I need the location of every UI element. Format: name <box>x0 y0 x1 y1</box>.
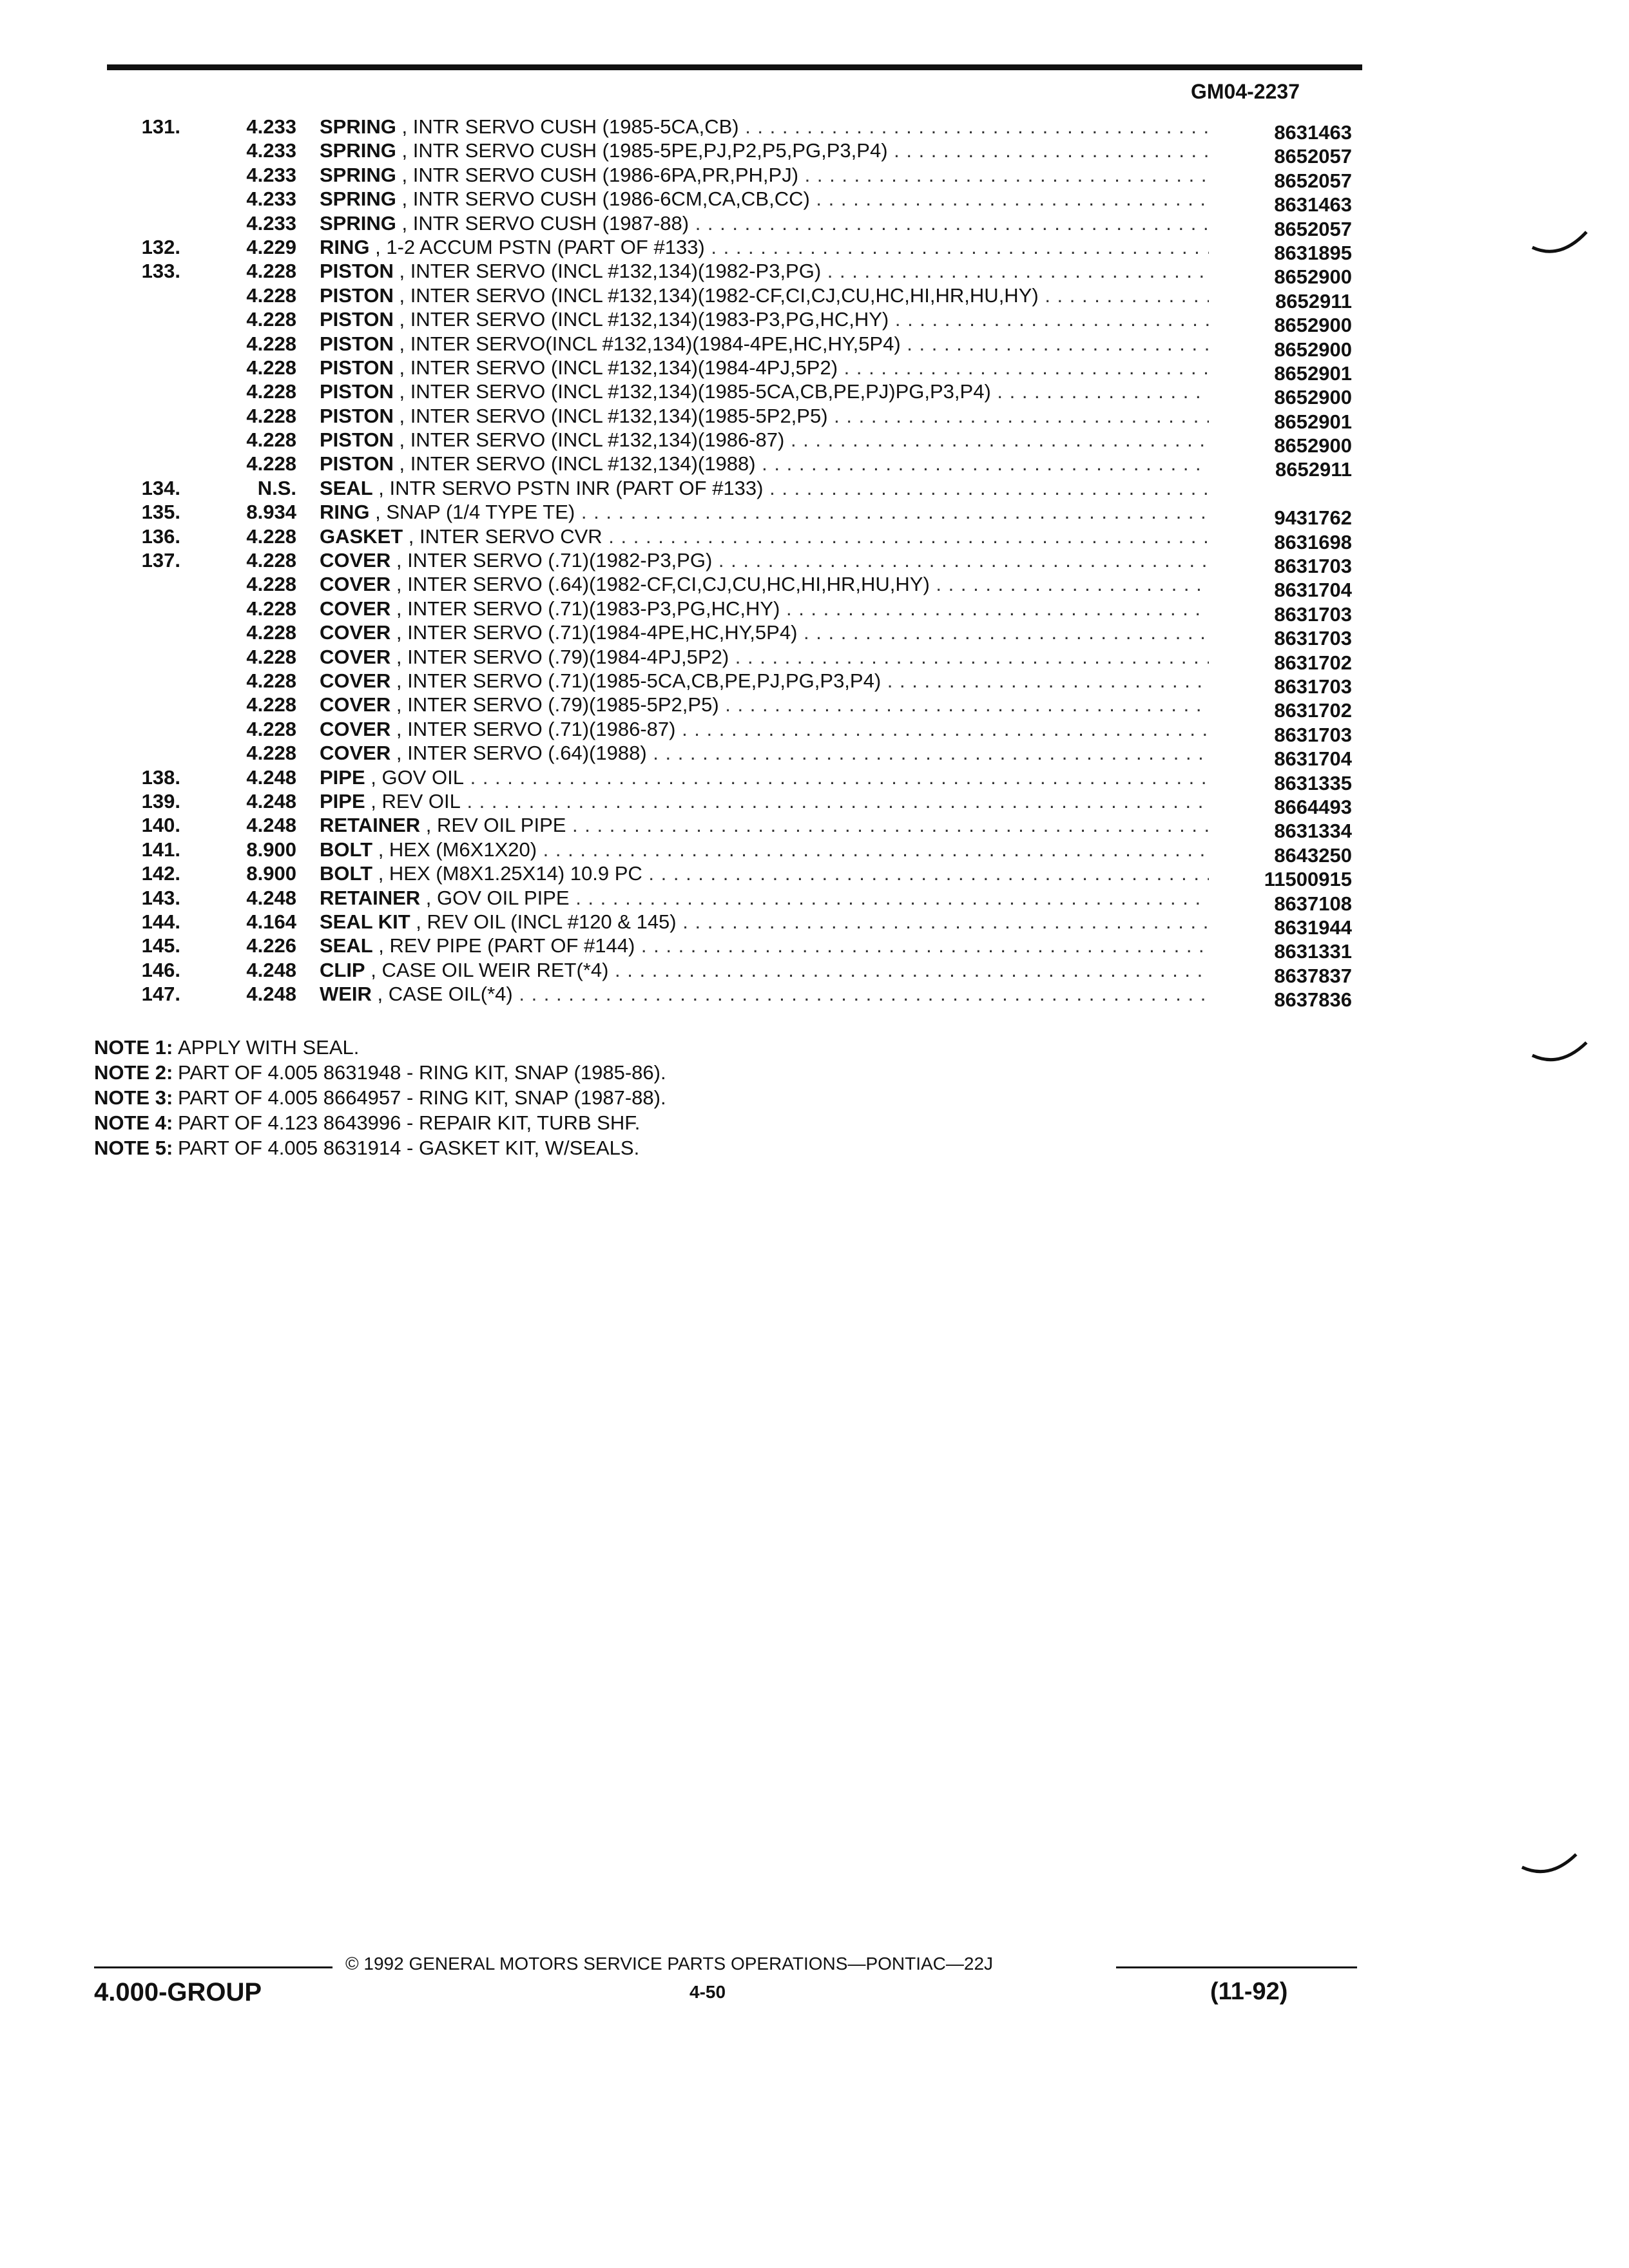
part-row <box>0 861 1629 891</box>
part-description: SPRING , INTR SERVO CUSH (1986-6PA,PR,PH,PJ) . . . <box>320 163 1209 187</box>
part-name: RING <box>320 501 370 524</box>
note-line <box>94 1035 666 1060</box>
part-description: COVER , INTER SERVO (.71)(1986-87) . . . <box>320 717 1209 741</box>
part-row <box>0 982 1629 1012</box>
part-description: COVER , INTER SERVO (.79)(1984-4PJ,5P2) . . . <box>320 645 1209 669</box>
part-name: COVER <box>320 669 391 692</box>
group-number: 4.228 <box>246 356 296 379</box>
part-name: RING <box>320 235 370 258</box>
group-number: 4.228 <box>246 308 296 331</box>
part-description: BOLT , HEX (M6X1X20) . . . <box>320 838 1209 861</box>
page-number: 4-50 <box>689 1982 726 2002</box>
part-row <box>0 404 1629 433</box>
part-row <box>0 476 1629 500</box>
footer-rule-left <box>94 1966 333 1968</box>
part-detail: INTER SERVO (.71)(1983-P3,PG,HC,HY) <box>407 597 780 620</box>
part-row <box>0 910 1629 939</box>
part-description: SPRING , INTR SERVO CUSH (1985-5PE,PJ,P2,P5,PG,P3,P4) . . . <box>320 139 1209 162</box>
reference-number: 134. <box>141 476 180 499</box>
part-name: RETAINER <box>320 814 421 837</box>
top-rule <box>107 64 1362 70</box>
part-number: 8652911 <box>1275 289 1352 312</box>
part-name: PIPE <box>320 789 365 812</box>
part-number: 8652901 <box>1274 410 1352 433</box>
part-description: COVER , INTER SERVO (.64)(1982-CF,CI,CJ,CU,HC,HI,HR,HU,HY) . . . <box>320 572 1209 596</box>
part-number: 8652900 <box>1274 314 1352 337</box>
note-label: NOTE 2: <box>94 1061 173 1084</box>
part-row <box>0 669 1629 698</box>
part-detail: 1-2 ACCUM PSTN (PART OF #133) <box>386 235 705 258</box>
part-description: SPRING , INTR SERVO CUSH (1987-88) . . . <box>320 211 1209 235</box>
part-number: 8631334 <box>1274 820 1352 843</box>
group-number: 4.233 <box>246 211 296 235</box>
part-row <box>0 813 1629 843</box>
part-row <box>0 356 1629 385</box>
parts-list <box>0 115 1629 1012</box>
part-description: SPRING , INTR SERVO CUSH (1985-5CA,CB) . . . <box>320 115 1209 139</box>
part-number: 8652900 <box>1274 265 1352 289</box>
note-line <box>94 1085 666 1110</box>
group-number: N.S. <box>257 476 296 499</box>
part-number: 8652057 <box>1274 145 1352 168</box>
reference-number: 139. <box>141 789 180 812</box>
part-number: 8631944 <box>1274 916 1352 939</box>
group-number: 4.233 <box>246 187 296 211</box>
part-row <box>0 380 1629 409</box>
part-description: CLIP , CASE OIL WEIR RET(*4) . . . <box>320 958 1209 982</box>
part-detail: CASE OIL WEIR RET(*4) <box>381 958 609 981</box>
part-description: SEAL , INTR SERVO PSTN INR (PART OF #133) . . . <box>320 476 1209 500</box>
group-number: 8.900 <box>246 862 296 885</box>
part-name: SEAL KIT <box>320 910 410 933</box>
part-detail: INTER SERVO (.71)(1986-87) <box>407 717 676 740</box>
part-number: 8652900 <box>1274 434 1352 457</box>
part-name: PISTON <box>320 356 394 379</box>
reference-number: 137. <box>141 549 180 572</box>
part-name: COVER <box>320 717 391 740</box>
reference-number: 135. <box>141 501 180 524</box>
part-description: PISTON , INTER SERVO(INCL #132,134)(1984-4PE,HC,HY,5P4) . . . <box>320 332 1209 356</box>
part-description: SEAL KIT , REV OIL (INCL #120 & 145) . . . <box>320 910 1209 934</box>
reference-number: 147. <box>141 983 180 1006</box>
part-detail: INTER SERVO (INCL #132,134)(1985-5P2,P5) <box>410 404 828 427</box>
part-description: WEIR , CASE OIL(*4) . . . <box>320 982 1209 1006</box>
part-number: 8637836 <box>1274 988 1352 1012</box>
part-detail: INTER SERVO (INCL #132,134)(1983-P3,PG,HC,HY) <box>410 308 889 331</box>
part-number: 8631698 <box>1274 530 1352 553</box>
group-number: 4.248 <box>246 958 296 981</box>
reference-number: 131. <box>141 115 180 138</box>
part-row <box>0 620 1629 650</box>
part-row <box>0 886 1629 915</box>
part-name: SPRING <box>320 187 396 211</box>
part-detail: INTER SERVO (.64)(1988) <box>407 742 647 765</box>
part-row <box>0 645 1629 674</box>
part-name: PISTON <box>320 452 394 476</box>
part-detail: CASE OIL(*4) <box>388 983 513 1006</box>
reference-number: 141. <box>141 838 180 861</box>
part-name: SEAL <box>320 476 373 499</box>
group-number: 4.228 <box>246 284 296 307</box>
part-row <box>0 741 1629 771</box>
part-name: PISTON <box>320 380 394 403</box>
part-name: PISTON <box>320 260 394 283</box>
part-name: SPRING <box>320 139 396 162</box>
part-detail: INTER SERVO (.71)(1985-5CA,CB,PE,PJ,PG,P3,P4) <box>407 669 882 692</box>
part-description: PISTON , INTER SERVO (INCL #132,134)(1982-CF,CI,CJ,CU,HC,HI,HR,HU,HY) . . . <box>320 284 1209 307</box>
part-detail: REV OIL <box>381 789 461 812</box>
part-name: PISTON <box>320 332 394 355</box>
note-text: PART OF 4.005 8631914 - GASKET KIT, W/SEALS. <box>178 1137 640 1159</box>
part-row <box>0 187 1629 216</box>
note-label: NOTE 4: <box>94 1111 173 1134</box>
part-row <box>0 548 1629 578</box>
part-detail: REV OIL PIPE <box>437 814 566 837</box>
part-detail: INTR SERVO CUSH (1985-5PE,PJ,P2,P5,PG,P3,P4) <box>412 139 888 162</box>
part-name: SPRING <box>320 211 396 235</box>
part-row <box>0 572 1629 602</box>
group-number: 4.164 <box>246 910 296 933</box>
part-number: 8637837 <box>1274 964 1352 987</box>
part-row <box>0 789 1629 818</box>
part-detail: GOV OIL PIPE <box>437 886 570 909</box>
part-detail: INTER SERVO (INCL #132,134)(1988) <box>410 452 756 476</box>
part-description: RETAINER , REV OIL PIPE . . . <box>320 813 1209 837</box>
part-name: PISTON <box>320 404 394 427</box>
part-name: PIPE <box>320 765 365 789</box>
part-number: 8631703 <box>1274 627 1352 650</box>
note-line <box>94 1135 666 1160</box>
part-number: 8637108 <box>1274 892 1352 915</box>
part-row <box>0 211 1629 240</box>
part-detail: INTER SERVO (INCL #132,134)(1982-CF,CI,CJ,CU,HC,HI,HR,HU,HY) <box>410 284 1039 307</box>
part-row <box>0 284 1629 312</box>
group-number: 8.900 <box>246 838 296 861</box>
reference-number: 138. <box>141 765 180 789</box>
page-footer <box>94 1956 1357 2033</box>
part-description: COVER , INTER SERVO (.71)(1984-4PE,HC,HY,5P4) . . . <box>320 620 1209 644</box>
part-detail: INTER SERVO (.79)(1984-4PJ,5P2) <box>407 645 729 668</box>
part-description: SEAL , REV PIPE (PART OF #144) . . . <box>320 934 1209 957</box>
reference-number: 136. <box>141 524 180 548</box>
group-number: 4.248 <box>246 983 296 1006</box>
part-number: 8652057 <box>1274 217 1352 240</box>
part-row <box>0 452 1629 481</box>
part-number: 8631463 <box>1274 121 1352 144</box>
part-number: 8631704 <box>1274 747 1352 771</box>
group-number: 4.228 <box>246 742 296 765</box>
group-number: 4.228 <box>246 621 296 644</box>
part-description: COVER , INTER SERVO (.71)(1983-P3,PG,HC,HY) . . . <box>320 597 1209 620</box>
part-row <box>0 500 1629 530</box>
part-row <box>0 235 1629 264</box>
part-description: PISTON , INTER SERVO (INCL #132,134)(1982-P3,PG) . . . <box>320 259 1209 283</box>
part-row <box>0 524 1629 553</box>
part-name: WEIR <box>320 983 372 1006</box>
part-detail: INTR SERVO CUSH (1987-88) <box>412 211 689 235</box>
group-number: 4.229 <box>246 235 296 258</box>
part-name: COVER <box>320 693 391 716</box>
part-detail: INTER SERVO (INCL #132,134)(1982-P3,PG) <box>410 260 822 283</box>
reference-number: 146. <box>141 958 180 981</box>
part-description: COVER , INTER SERVO (.64)(1988) . . . <box>320 741 1209 765</box>
note-text: PART OF 4.123 8643996 - REPAIR KIT, TURB SHF. <box>178 1111 641 1134</box>
group-number: 4.228 <box>246 669 296 692</box>
part-detail: INTR SERVO CUSH (1986-6CM,CA,CB,CC) <box>412 187 810 211</box>
note-label: NOTE 1: <box>94 1036 173 1059</box>
note-label: NOTE 5: <box>94 1137 173 1159</box>
part-number: 8652911 <box>1275 458 1352 481</box>
part-number: 8631703 <box>1274 555 1352 578</box>
part-name: SPRING <box>320 115 396 138</box>
reference-number: 143. <box>141 886 180 909</box>
part-row <box>0 597 1629 626</box>
part-description: COVER , INTER SERVO (.79)(1985-5P2,P5) . . . <box>320 693 1209 716</box>
part-description: COVER , INTER SERVO (.71)(1982-P3,PG) . . . <box>320 548 1209 572</box>
part-number: 8652901 <box>1274 361 1352 385</box>
binder-mark-icon <box>1521 1853 1579 1879</box>
part-detail: HEX (M6X1X20) <box>389 838 537 861</box>
part-description: GASKET , INTER SERVO CVR . . . <box>320 524 1209 548</box>
group-number: 4.228 <box>246 380 296 403</box>
part-detail: INTER SERVO (.79)(1985-5P2,P5) <box>407 693 719 716</box>
group-number: 4.228 <box>246 452 296 476</box>
part-number: 9431762 <box>1274 506 1352 530</box>
part-detail: INTR SERVO CUSH (1985-5CA,CB) <box>412 115 739 138</box>
group-number: 4.228 <box>246 549 296 572</box>
part-row <box>0 717 1629 746</box>
part-description: COVER , INTER SERVO (.71)(1985-5CA,CB,PE,PJ,PG,P3,P4) . . . <box>320 669 1209 693</box>
part-name: COVER <box>320 573 391 596</box>
copyright-text: © 1992 GENERAL MOTORS SERVICE PARTS OPERATIONS—PONTIAC—22J <box>345 1954 994 1974</box>
part-row <box>0 428 1629 457</box>
part-name: CLIP <box>320 958 365 981</box>
revision-date: (11-92) <box>1210 1978 1288 2005</box>
group-number: 4.228 <box>246 428 296 452</box>
part-description: PISTON , INTER SERVO (INCL #132,134)(1983-P3,PG,HC,HY) . . . <box>320 307 1209 331</box>
part-number: 8631463 <box>1274 193 1352 216</box>
reference-number: 140. <box>141 814 180 837</box>
group-number: 4.228 <box>246 573 296 596</box>
part-number: 8631331 <box>1274 940 1352 963</box>
part-name: PISTON <box>320 308 394 331</box>
part-name: BOLT <box>320 862 373 885</box>
part-description: BOLT , HEX (M8X1.25X14) 10.9 PC . . . <box>320 861 1209 885</box>
reference-number: 133. <box>141 260 180 283</box>
part-number: 8631702 <box>1274 699 1352 722</box>
group-number: 4.228 <box>246 597 296 620</box>
part-detail: INTER SERVO CVR <box>419 524 602 548</box>
part-detail: INTER SERVO(INCL #132,134)(1984-4PE,HC,HY,5P4) <box>410 332 901 355</box>
reference-number: 145. <box>141 934 180 957</box>
binder-mark-icon <box>1531 229 1589 255</box>
part-number: 8664493 <box>1274 795 1352 818</box>
part-detail: INTER SERVO (.71)(1984-4PE,HC,HY,5P4) <box>407 621 798 644</box>
part-description: PISTON , INTER SERVO (INCL #132,134)(1984-4PJ,5P2) . . . <box>320 356 1209 380</box>
reference-number: 144. <box>141 910 180 933</box>
footer-rule-right <box>1116 1966 1357 1968</box>
part-row <box>0 958 1629 987</box>
note-text: APPLY WITH SEAL. <box>178 1036 360 1059</box>
part-number: 8652900 <box>1274 386 1352 409</box>
part-description: PISTON , INTER SERVO (INCL #132,134)(1988) . . . <box>320 452 1209 476</box>
part-number: 8652900 <box>1274 338 1352 361</box>
part-row <box>0 259 1629 289</box>
part-detail: INTER SERVO (.71)(1982-P3,PG) <box>407 549 713 572</box>
part-number: 8643250 <box>1274 843 1352 867</box>
part-name: BOLT <box>320 838 373 861</box>
part-detail: REV PIPE (PART OF #144) <box>389 934 635 957</box>
note-line <box>94 1060 666 1085</box>
group-number: 4.248 <box>246 789 296 812</box>
part-description: PISTON , INTER SERVO (INCL #132,134)(1985-5CA,CB,PE,PJ)PG,P3,P4) . . . <box>320 380 1209 403</box>
part-number: 8631335 <box>1274 771 1352 794</box>
part-description: SPRING , INTR SERVO CUSH (1986-6CM,CA,CB,CC) . . . <box>320 187 1209 211</box>
part-row <box>0 934 1629 963</box>
part-description: RETAINER , GOV OIL PIPE . . . <box>320 886 1209 910</box>
note-line <box>94 1110 666 1135</box>
part-name: COVER <box>320 549 391 572</box>
note-text: PART OF 4.005 8664957 - RING KIT, SNAP (1987-88). <box>178 1086 666 1109</box>
part-detail: SNAP (1/4 TYPE TE) <box>386 501 575 524</box>
group-number: 4.228 <box>246 260 296 283</box>
part-row <box>0 693 1629 722</box>
notes-section <box>94 1035 666 1160</box>
group-number: 4.228 <box>246 524 296 548</box>
part-row <box>0 115 1629 144</box>
part-description: RING , 1-2 ACCUM PSTN (PART OF #133) . . . <box>320 235 1209 259</box>
group-number: 4.228 <box>246 717 296 740</box>
part-row <box>0 332 1629 361</box>
part-detail: INTER SERVO (.64)(1982-CF,CI,CJ,CU,HC,HI,HR,HU,HY) <box>407 573 930 596</box>
part-description: PIPE , REV OIL . . . <box>320 789 1209 813</box>
group-number: 4.248 <box>246 814 296 837</box>
group-number: 4.233 <box>246 163 296 186</box>
binder-mark-icon <box>1531 1041 1589 1067</box>
group-number: 4.233 <box>246 139 296 162</box>
group-number: 4.233 <box>246 115 296 138</box>
part-row <box>0 139 1629 168</box>
part-description: RING , SNAP (1/4 TYPE TE) . . . <box>320 500 1209 524</box>
part-name: COVER <box>320 645 391 668</box>
part-detail: REV OIL (INCL #120 & 145) <box>427 910 677 933</box>
part-row <box>0 163 1629 192</box>
part-row <box>0 838 1629 867</box>
part-number: 8631703 <box>1274 723 1352 746</box>
group-number: 4.228 <box>246 693 296 716</box>
part-detail: HEX (M8X1.25X14) 10.9 PC <box>389 862 642 885</box>
group-number: 4.228 <box>246 332 296 355</box>
part-detail: INTER SERVO (INCL #132,134)(1985-5CA,CB,PE,PJ)PG,P3,P4) <box>410 380 991 403</box>
part-name: PISTON <box>320 428 394 452</box>
part-number: 8631895 <box>1274 241 1352 264</box>
note-text: PART OF 4.005 8631948 - RING KIT, SNAP (1985-86). <box>178 1061 666 1084</box>
part-name: COVER <box>320 742 391 765</box>
document-code: GM04-2237 <box>1191 80 1300 103</box>
part-number: 11500915 <box>1264 868 1352 891</box>
reference-number: 132. <box>141 235 180 258</box>
part-number: 8631703 <box>1274 602 1352 626</box>
part-row <box>0 307 1629 337</box>
reference-number: 142. <box>141 862 180 885</box>
part-description: PIPE , GOV OIL . . . <box>320 765 1209 789</box>
group-number: 4.228 <box>246 404 296 427</box>
part-number: 8631703 <box>1274 675 1352 698</box>
group-number: 4.228 <box>246 645 296 668</box>
part-detail: INTER SERVO (INCL #132,134)(1984-4PJ,5P2) <box>410 356 838 379</box>
group-number: 4.226 <box>246 934 296 957</box>
part-number: 8652057 <box>1274 169 1352 192</box>
part-number: 8631702 <box>1274 651 1352 674</box>
note-label: NOTE 3: <box>94 1086 173 1109</box>
part-name: COVER <box>320 621 391 644</box>
part-detail: GOV OIL <box>381 765 464 789</box>
part-name: PISTON <box>320 284 394 307</box>
part-name: RETAINER <box>320 886 421 909</box>
part-name: SEAL <box>320 934 373 957</box>
group-label: 4.000-GROUP <box>94 1978 262 2006</box>
group-number: 4.248 <box>246 886 296 909</box>
group-number: 4.248 <box>246 765 296 789</box>
part-number: 8631704 <box>1274 579 1352 602</box>
part-detail: INTR SERVO PSTN INR (PART OF #133) <box>389 476 764 499</box>
part-description: PISTON , INTER SERVO (INCL #132,134)(1985-5P2,P5) . . . <box>320 404 1209 428</box>
part-name: SPRING <box>320 163 396 186</box>
part-row <box>0 765 1629 794</box>
part-detail: INTER SERVO (INCL #132,134)(1986-87) <box>410 428 785 452</box>
group-number: 8.934 <box>246 501 296 524</box>
part-description: PISTON , INTER SERVO (INCL #132,134)(1986-87) . . . <box>320 428 1209 452</box>
part-detail: INTR SERVO CUSH (1986-6PA,PR,PH,PJ) <box>412 163 799 186</box>
part-name: COVER <box>320 597 391 620</box>
part-name: GASKET <box>320 524 403 548</box>
